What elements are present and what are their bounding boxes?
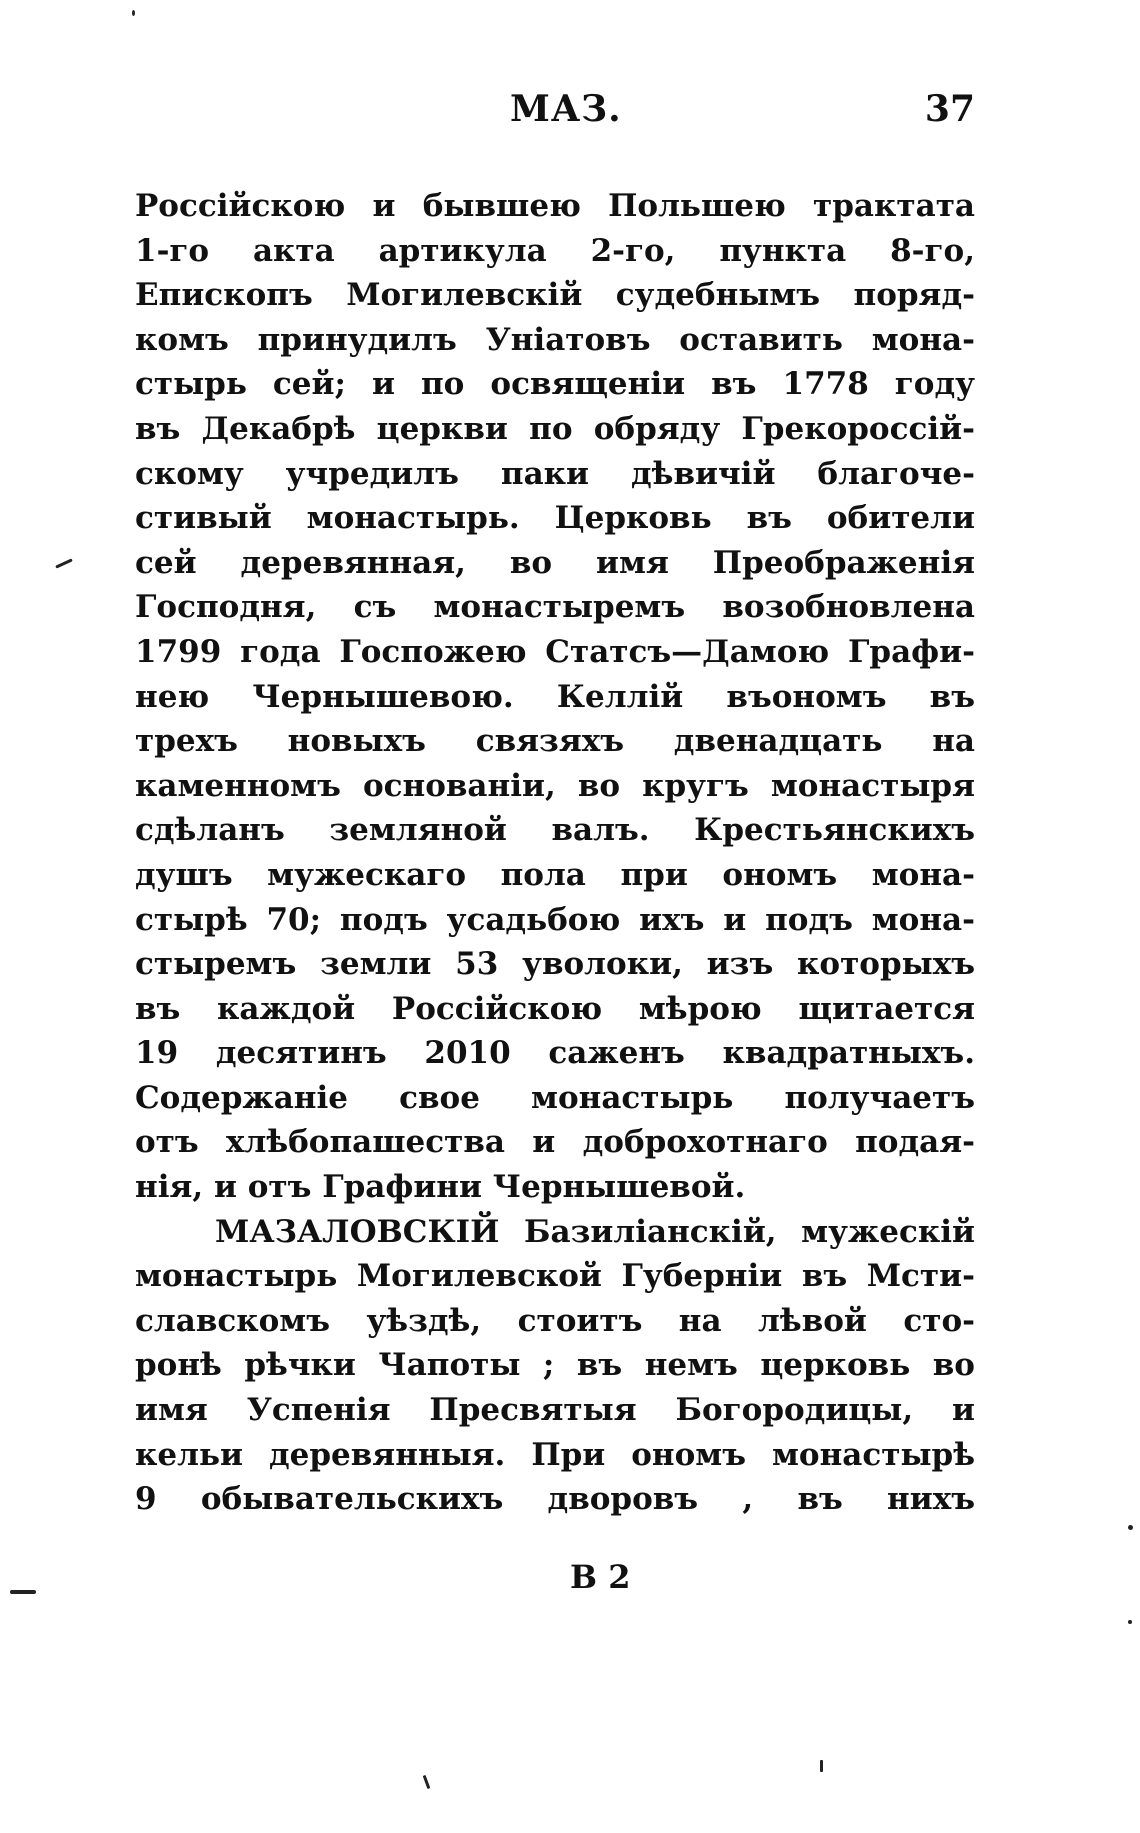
- text-line: 9 обывательскихъ дворовъ , въ нихъ: [135, 1481, 975, 1518]
- text-line: отъ хлѣбопашества и доброхотнаго подая-: [135, 1124, 975, 1161]
- print-speck: [55, 558, 73, 568]
- text-line: душъ мужескаго пола при ономъ мона-: [135, 856, 975, 893]
- text-line: сей деревянная, во имя Преображенія: [135, 544, 975, 581]
- print-speck: [1128, 1620, 1132, 1624]
- text-line: нія, и отъ Графини Чернышевой.: [135, 1169, 746, 1206]
- body-text: [135, 184, 975, 1522]
- text-line: стыремъ земли 53 уволоки, изъ которыхъ: [135, 946, 975, 983]
- text-line: въ Декабрѣ церкви по обряду Грекороссій-: [135, 410, 975, 447]
- text-line: стырѣ 70; подъ усадьбою ихъ и подъ мона-: [135, 901, 975, 938]
- text-line: 19 десятинъ 2010 саженъ квадратныхъ.: [135, 1035, 975, 1072]
- entry-heading-line: МАЗАЛОВСКІЙ Базиліанскій, мужескій: [215, 1213, 975, 1250]
- page-number: 37: [924, 88, 975, 130]
- running-head: [135, 88, 975, 138]
- text-line: имя Успенія Пресвятыя Богородицы, и: [135, 1392, 975, 1429]
- text-line: кельи деревянныя. При ономъ монастырѣ: [135, 1436, 975, 1473]
- print-speck: [132, 10, 135, 16]
- text-line: 1-го акта артикула 2-го, пункта 8-го,: [135, 232, 975, 269]
- text-line: стивый монастырь. Церковь въ обители: [135, 500, 975, 537]
- text-line: каменномъ основаніи, во кругъ монастыря: [135, 767, 975, 804]
- text-line: стырь сей; и по освященіи въ 1778 году: [135, 366, 975, 403]
- text-line: ронѣ рѣчки Чапоты ; въ немъ церковь во: [135, 1347, 975, 1384]
- text-line: Господня, съ монастыремъ возобновлена: [135, 589, 975, 626]
- text-line: славскомъ уѣздѣ, стоитъ на лѣвой сто-: [135, 1302, 975, 1339]
- text-line: Епископъ Могилевскій судебнымъ поряд-: [135, 277, 975, 314]
- text-line: комъ принудилъ Уніатовъ оставить мона-: [135, 321, 975, 358]
- running-head-title: МАЗ.: [510, 88, 622, 130]
- print-speck: [423, 1775, 431, 1789]
- text-line: скому учредилъ паки дѣвичій благоче-: [135, 455, 975, 492]
- text-line: трехъ новыхъ связяхъ двенадцать на: [135, 723, 975, 760]
- text-line: Россійскою и бывшею Польшею трактата: [135, 188, 975, 224]
- text-line: Содержаніе свое монастырь получаетъ: [135, 1079, 975, 1116]
- print-speck: [1128, 1525, 1133, 1530]
- text-line: нею Чернышевою. Келлій въономъ въ: [135, 678, 975, 715]
- print-speck: [10, 1590, 36, 1594]
- text-line: въ каждой Россійскою мѣрою щитается: [135, 990, 975, 1027]
- signature-mark: В 2: [570, 1558, 631, 1596]
- print-speck: [820, 1760, 823, 1772]
- text-line: 1799 года Госпожею Статсъ—Дамою Графи-: [135, 633, 975, 670]
- text-line: монастырь Могилевской Губерніи въ Мсти-: [135, 1258, 975, 1295]
- text-line: сдѣланъ земляной валъ. Крестьянскихъ: [135, 812, 975, 849]
